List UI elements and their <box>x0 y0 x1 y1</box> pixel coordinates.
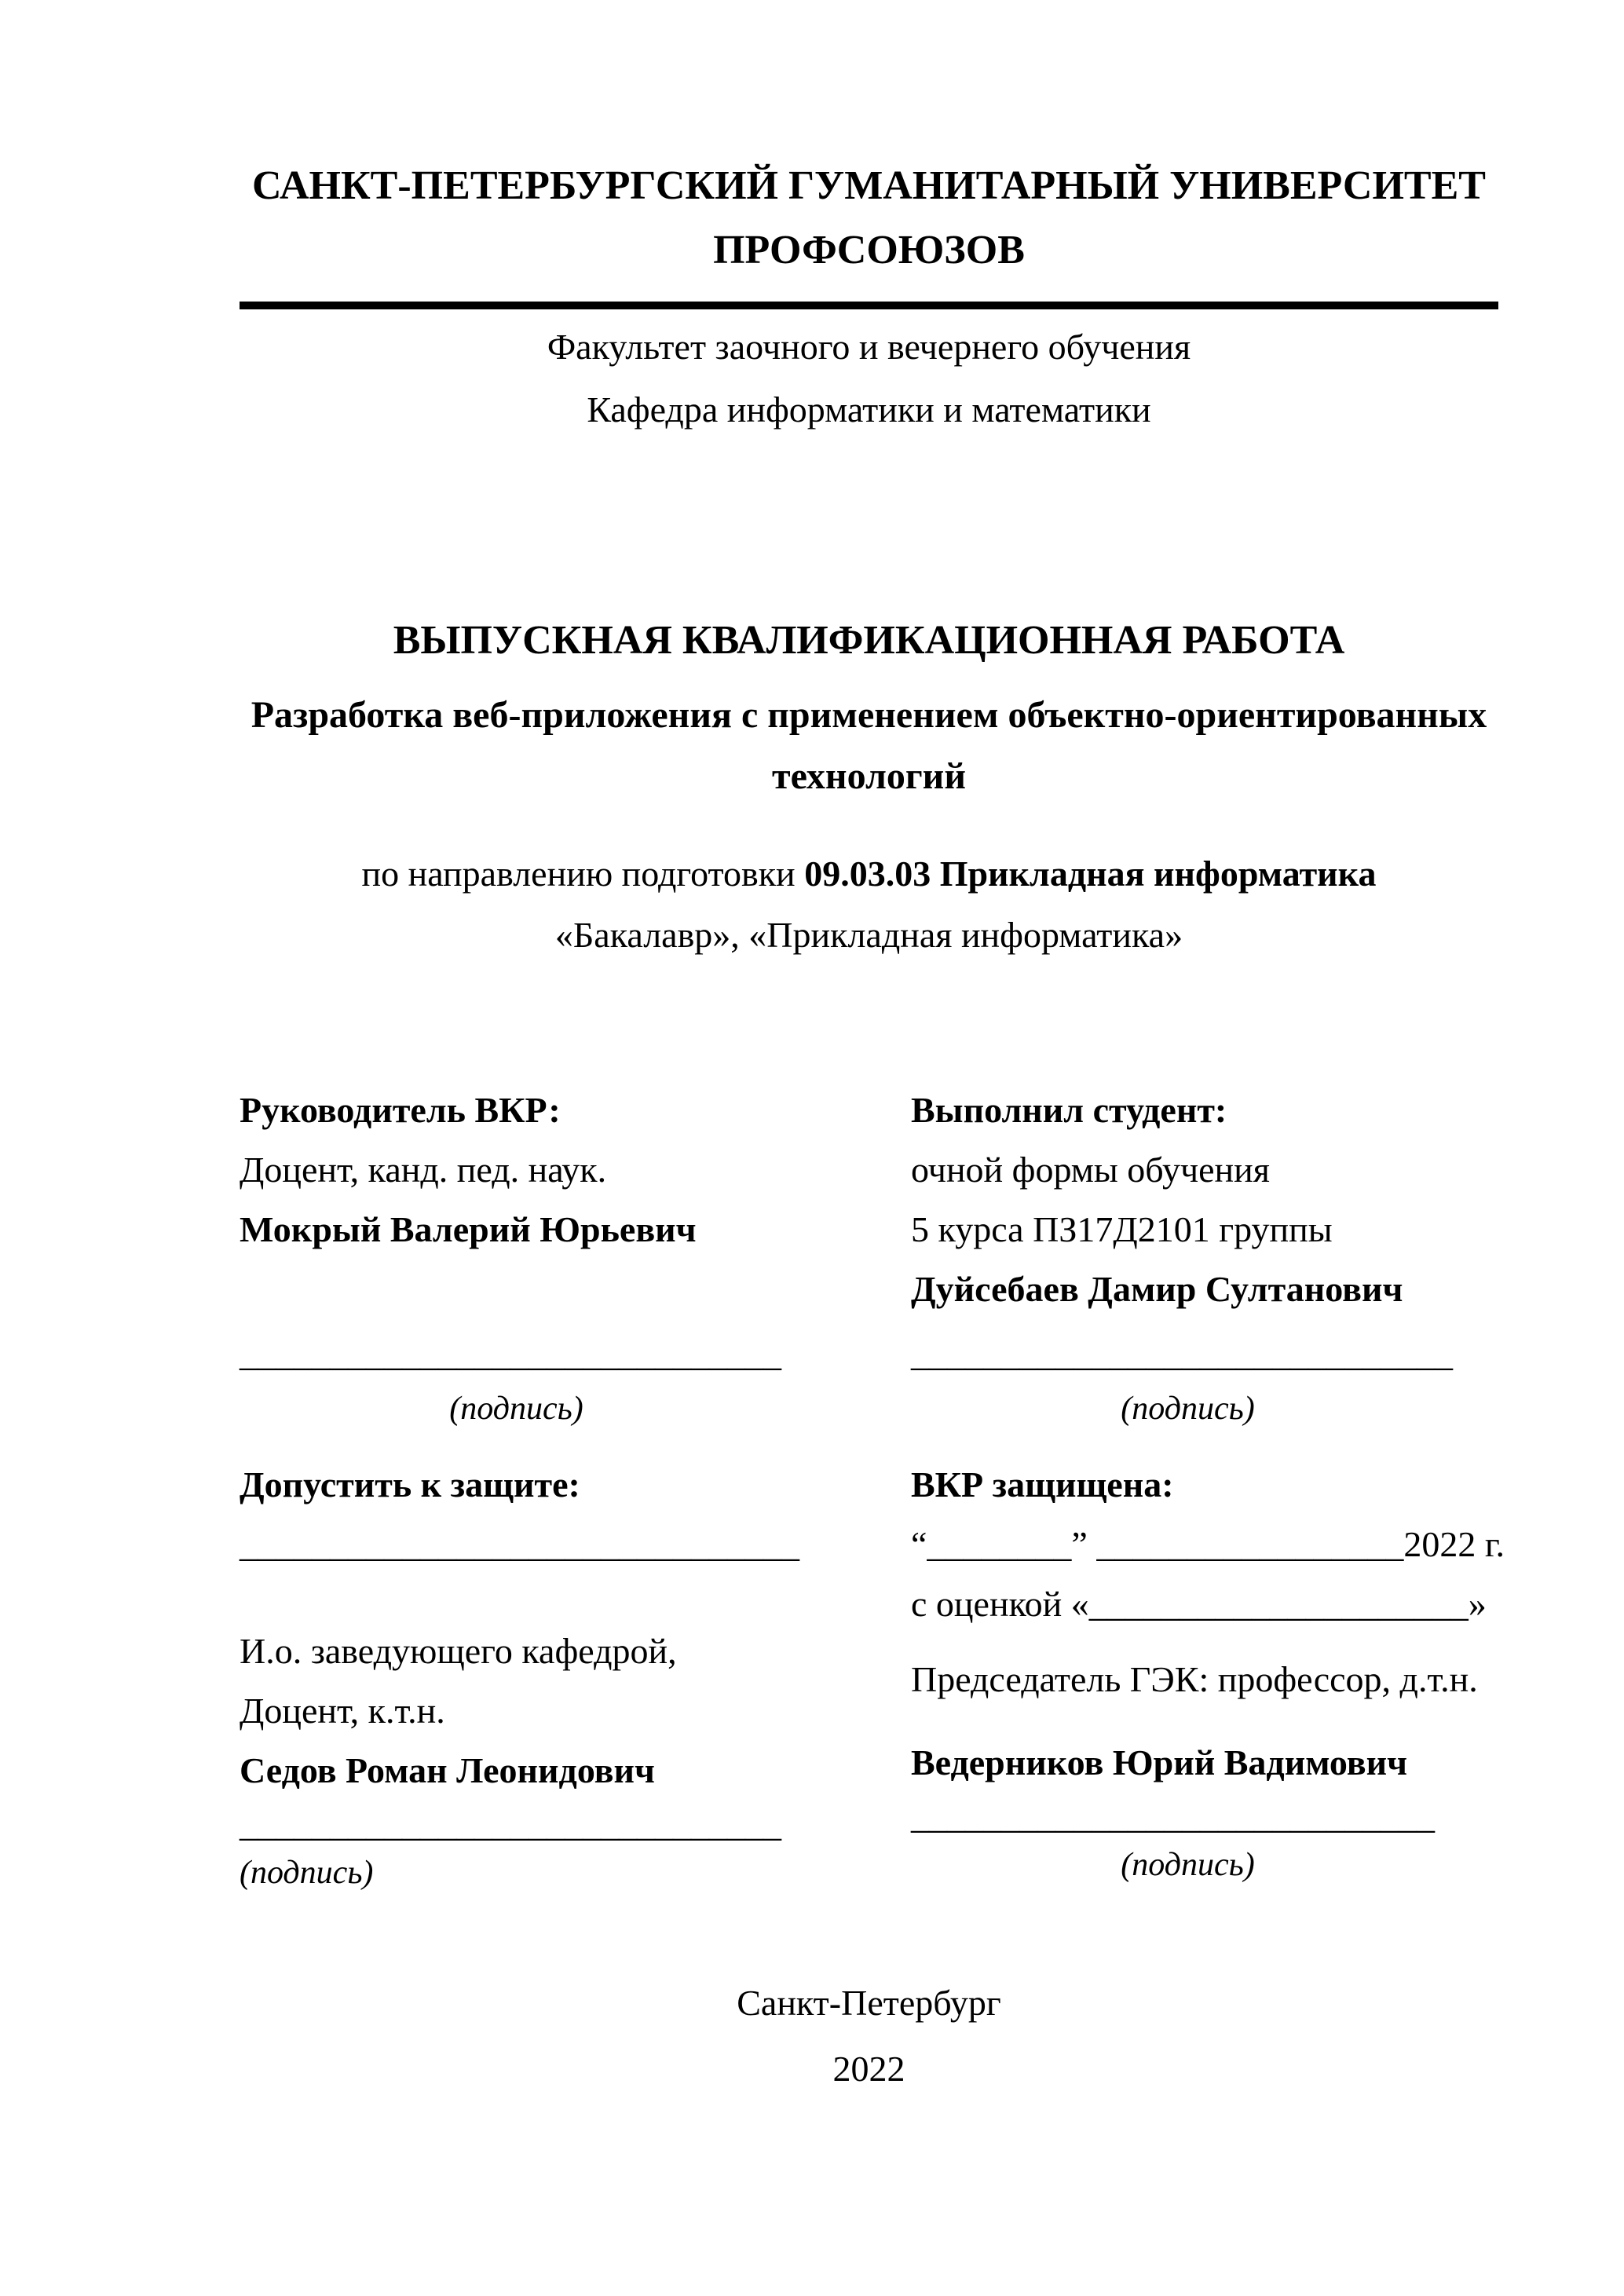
student-group: 5 курса ПЗ17Д2101 группы <box>911 1209 1333 1249</box>
admission-name: Седов Роман Леонидович <box>240 1750 655 1790</box>
defense-heading: ВКР защищена: <box>911 1464 1174 1504</box>
admission-position-line2: Доцент, к.т.н. <box>240 1691 445 1731</box>
defense-signature-caption: (подпись) <box>1121 1847 1255 1883</box>
title-block <box>240 608 1498 966</box>
student-signature-caption: (подпись) <box>1121 1391 1255 1427</box>
defense-block <box>911 1455 1505 1898</box>
student-name: Дуйсебаев Дамир Султанович <box>911 1269 1403 1309</box>
signature-row-1 <box>240 1080 1498 1434</box>
signature-row-2 <box>240 1455 1505 1898</box>
student-study-form: очной формы обучения <box>911 1150 1270 1190</box>
student-signature-line: ______________________________ <box>911 1333 1453 1373</box>
university-name-line2: ПРОФСОЮЗОВ <box>713 228 1025 272</box>
supervisor-degree: Доцент, канд. пед. наук. <box>240 1150 607 1190</box>
student-signature-block <box>911 1324 1465 1434</box>
footer-city: Санкт-Петербург <box>737 1983 1001 2023</box>
footer-year: 2022 <box>832 2049 905 2089</box>
supervisor-signature-line: ______________________________ <box>240 1333 781 1373</box>
defense-chairman-name: Ведерников Юрий Вадимович <box>911 1742 1408 1782</box>
header-divider <box>240 302 1498 309</box>
direction-prefix: по направлению подготовки <box>361 854 805 894</box>
admission-heading: Допустить к защите: <box>240 1464 580 1504</box>
supervisor-signature-block <box>240 1324 793 1434</box>
thesis-title-line1: Разработка веб-приложения с применением объектно-ориентированных <box>251 694 1487 736</box>
supervisor-heading: Руководитель ВКР: <box>240 1090 561 1130</box>
admission-blank-line: _______________________________ <box>240 1524 799 1564</box>
defense-signature-line: _____________________________ <box>911 1796 1435 1836</box>
work-type-heading: ВЫПУСКНАЯ КВАЛИФИКАЦИОННАЯ РАБОТА <box>393 618 1345 663</box>
admission-position-line1: И.о. заведующего кафедрой, <box>240 1631 677 1671</box>
thesis-title-line2: технологий <box>772 755 966 797</box>
department-line: Кафедра информатики и математики <box>587 389 1151 430</box>
defense-chairman: Председатель ГЭК: профессор, д.т.н. <box>911 1659 1478 1699</box>
defense-date-line: “________” _________________2022 г. <box>911 1524 1505 1564</box>
footer <box>240 1970 1498 2102</box>
admission-block <box>240 1455 799 1898</box>
student-block <box>911 1080 1465 1434</box>
direction-code: 09.03.03 Прикладная информатика <box>804 854 1377 894</box>
supervisor-name: Мокрый Валерий Юрьевич <box>240 1209 697 1249</box>
admission-signature-caption: (подпись) <box>240 1855 374 1891</box>
faculty-line: Факультет заочного и вечернего обучения <box>547 327 1191 367</box>
university-header <box>240 0 1498 441</box>
qualification-line: «Бакалавр», «Прикладная информатика» <box>554 915 1183 955</box>
direction-line <box>240 843 1498 905</box>
student-heading: Выполнил студент: <box>911 1090 1227 1130</box>
defense-grade-line: с оценкой «_____________________» <box>911 1584 1487 1624</box>
page-content <box>240 0 1505 2102</box>
admission-signature-line: ______________________________ <box>240 1804 781 1844</box>
supervisor-signature-caption: (подпись) <box>449 1391 583 1427</box>
university-name-line1: САНКТ-ПЕТЕРБУРГСКИЙ ГУМАНИТАРНЫЙ УНИВЕРСИТЕТ <box>252 163 1486 208</box>
supervisor-block <box>240 1080 793 1434</box>
